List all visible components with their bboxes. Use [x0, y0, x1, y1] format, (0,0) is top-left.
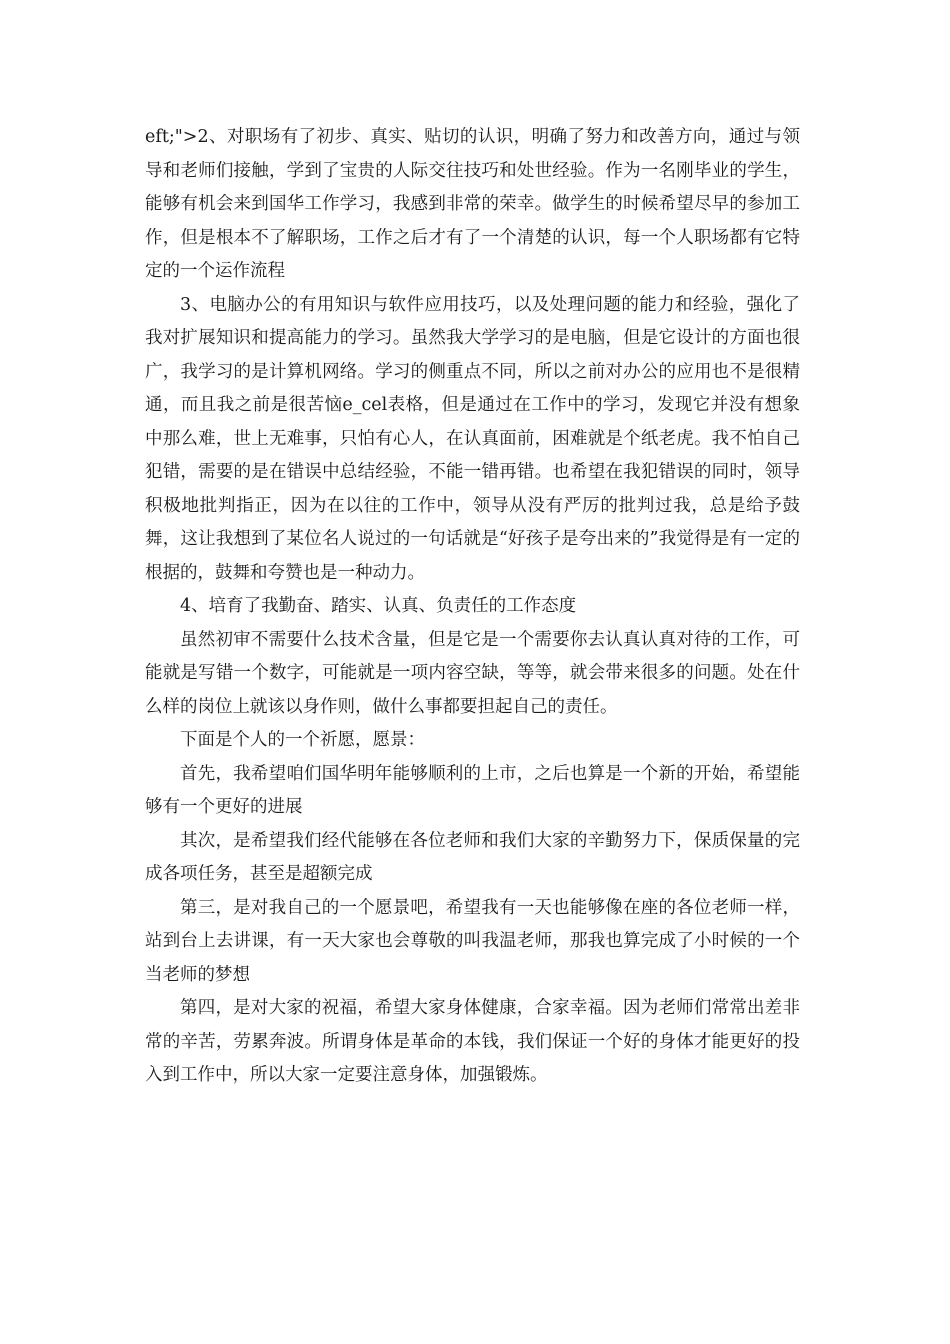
- paragraph-7: 其次，是希望我们经代能够在各位老师和我们大家的辛勤努力下，保质保量的完成各项任务，甚至是超额完成: [145, 830, 800, 884]
- paragraph-3: 4、培育了我勤奋、踏实、认真、负责任的工作态度: [180, 596, 577, 616]
- paragraph-6: 首先，我希望咱们国华明年能够顺利的上市，之后也算是一个新的开始，希望能够有一个更好的进展: [145, 763, 800, 817]
- paragraph-4: 虽然初审不需要什么技术含量，但是它是一个需要你去认真认真对待的工作，可能就是写错一个数字，可能就是一项内容空缺，等等，就会带来很多的问题。处在什么样的岗位上就该以身作则，做什么事都要担起自己的责任。: [145, 629, 800, 717]
- paragraph-5: 下面是个人的一个祈愿，愿景：: [180, 730, 425, 750]
- paragraph-1: eft;">2、对职场有了初步、真实、贴切的认识，明确了努力和改善方向，通过与领导和老师们接触，学到了宝贵的人际交往技巧和处世经验。作为一名刚毕业的学生，能够有机会来到国华工作学习，我感到非常的荣幸。做学生的时候希望尽早的参加工作，但是根本不了解职场，工作之后才有了一个清楚的认识，每一个人职场都有它特定的一个运作流程: [145, 127, 800, 281]
- paragraph-9: 第四，是对大家的祝福，希望大家身体健康，合家幸福。因为老师们常常出差非常的辛苦，劳累奔波。所谓身体是革命的本钱，我们保证一个好的身体才能更好的投入到工作中，所以大家一定要注意身体，加强锻炼。: [145, 998, 800, 1085]
- paragraph-8: 第三，是对我自己的一个愿景吧，希望我有一天也能够像在座的各位老师一样，站到台上去讲课，有一天大家也会尊敬的叫我温老师，那我也算完成了小时候的一个当老师的梦想: [145, 897, 800, 985]
- paragraph-2: 3、电脑办公的有用知识与软件应用技巧，以及处理问题的能力和经验，强化了我对扩展知识和提高能力的学习。虽然我大学学习的是电脑，但是它设计的方面也很广，我学习的是计算机网络。学习的侧重点不同，所以之前对办公的应用也不是很精通，而且我之前是很苦恼e_cel表格，但是通过在工作中的学习，发现它并没有想象中那么难，世上无难事，只怕有心人，在认真面前，困难就是个纸老虎。我不怕自己犯错，需要的是在错误中总结经验，不能一错再错。也希望在我犯错误的同时，领导积极地批判指正，因为在以往的工作中，领导从没有严厉的批判过我，总是给予鼓舞，这让我想到了某位名人说过的一句话就是“好孩子是夸出来的”我觉得是有一定的根据的，鼓舞和夸赞也是一种动力。: [145, 294, 800, 583]
- document-page: [145, 121, 800, 1093]
